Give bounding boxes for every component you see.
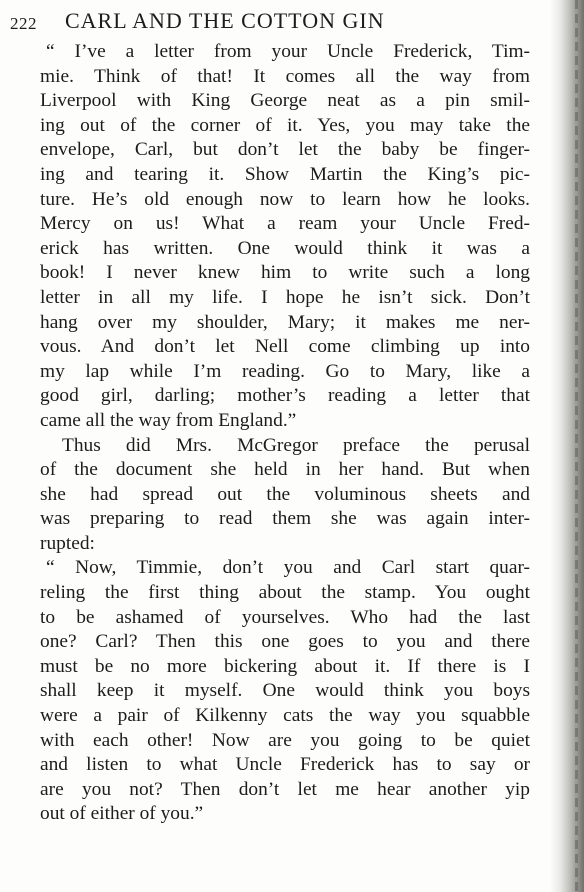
running-header bbox=[10, 8, 530, 38]
text-line: one? Carl? Then this one goes to you and there bbox=[40, 631, 530, 653]
text-line: shall keep it myself. One would think you boys bbox=[40, 680, 530, 702]
page-number: 222 bbox=[10, 14, 37, 33]
text-line: Liverpool with King George neat as a pin smil- bbox=[40, 90, 530, 112]
text-line: Thus did Mrs. McGregor preface the perusal bbox=[62, 434, 530, 456]
body-text bbox=[40, 40, 530, 827]
text-line: rupted: bbox=[40, 532, 95, 554]
text-line: and listen to what Uncle Frederick has to say or bbox=[40, 754, 530, 776]
running-title: CARL AND THE COTTON GIN bbox=[65, 8, 385, 33]
text-line: hang over my shoulder, Mary; it makes me ner- bbox=[40, 311, 530, 333]
text-line: was preparing to read them she was again inter- bbox=[40, 508, 530, 530]
text-line: “ I’ve a letter from your Uncle Frederick, Tim- bbox=[46, 41, 530, 62]
text-line: were a pair of Kilkenny cats the way you squabble bbox=[40, 705, 530, 727]
text-line: with each other! Now are you going to be quiet bbox=[40, 729, 530, 751]
text-line: “ Now, Timmie, don’t you and Carl start quar- bbox=[46, 557, 530, 579]
text-line: vous. And don’t let Nell come climbing up into bbox=[40, 336, 530, 358]
text-line: erick has written. One would think it was a bbox=[40, 237, 530, 259]
text-line: of the document she held in her hand. But when bbox=[40, 459, 530, 481]
text-line: out of either of you.” bbox=[40, 803, 204, 825]
text-line: ing out of the corner of it. Yes, you may take the bbox=[40, 114, 530, 136]
text-line: reling the first thing about the stamp. You ought bbox=[40, 582, 530, 604]
text-line: envelope, Carl, but don’t let the baby be finger- bbox=[40, 139, 530, 161]
text-line: mie. Think of that! It comes all the way from bbox=[40, 65, 530, 87]
text-line: ing and tearing it. Show Martin the King’s pic- bbox=[40, 163, 530, 185]
text-line: came all the way from England.” bbox=[40, 409, 297, 431]
text-line: my lap while I’m reading. Go to Mary, like a bbox=[40, 360, 530, 382]
text-line: Mercy on us! What a ream your Uncle Fred- bbox=[40, 213, 530, 235]
text-line: are you not? Then don’t let me hear another yip bbox=[40, 778, 530, 800]
text-line: to be ashamed of yourselves. Who had the last bbox=[40, 606, 530, 628]
text-line: ture. He’s old enough now to learn how he looks. bbox=[40, 188, 530, 210]
text-line: letter in all my life. I hope he isn’t sick. Don’t bbox=[40, 286, 530, 308]
text-line: good girl, darling; mother’s reading a letter that bbox=[40, 385, 530, 407]
page-binding-edge bbox=[550, 0, 584, 892]
text-line: she had spread out the voluminous sheets and bbox=[40, 483, 530, 505]
text-line: must be no more bickering about it. If there is I bbox=[40, 655, 530, 677]
page-binding-shadow bbox=[575, 0, 578, 892]
text-line: book! I never knew him to write such a long bbox=[40, 262, 530, 284]
